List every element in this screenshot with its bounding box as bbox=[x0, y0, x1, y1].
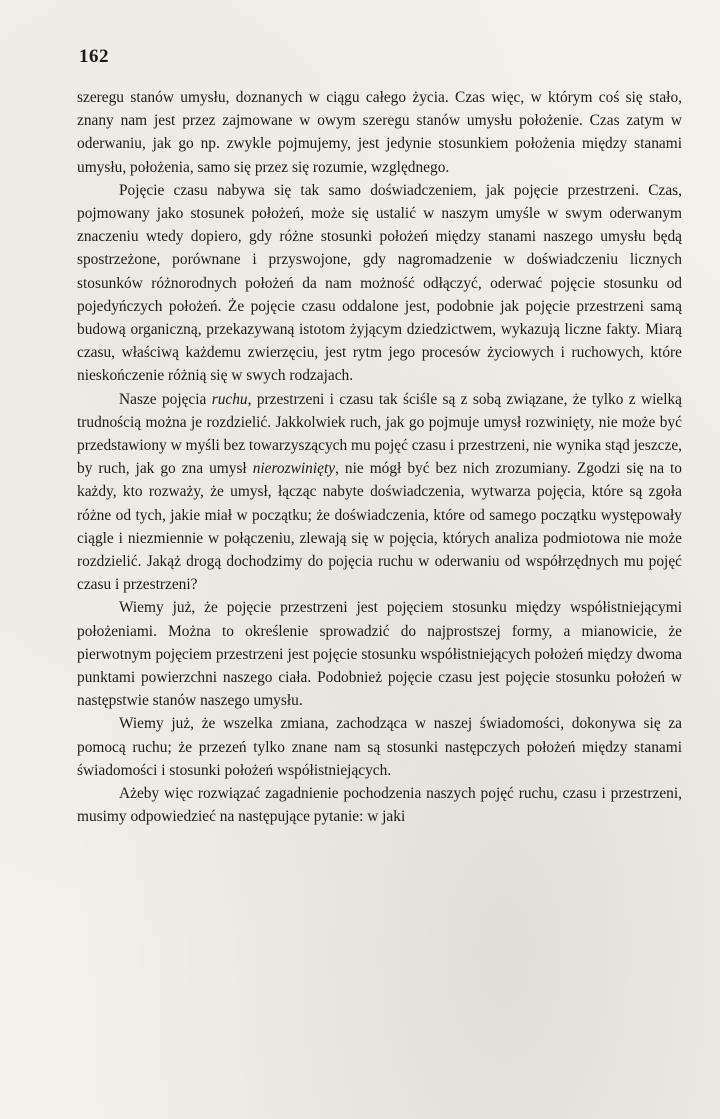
paragraph bbox=[77, 596, 682, 712]
paragraph-text: Wiemy już, że wszelka zmiana, zachodząca w naszej świadomości, dokonywa się za pomocą ruchu; że przezeń tylko znane nam są stosunki następczych położeń między stanami świadomości i stosunki położeń współistniejących. bbox=[77, 715, 682, 779]
paragraph-text: Wiemy już, że pojęcie przestrzeni jest pojęciem stosunku między współistniejącymi położeniami. Można to określenie sprowadzić do najprostszej formy, a mianowicie, że pierwotnym pojęciem przestrzeni jest pojęcie stosunku współistniejących położeń między dwoma punktami powierzchni naszego ciała. Podobnież pojęcie czasu jest pojęcie stosunku położeń w następstwie stanów naszego umysłu. bbox=[77, 599, 682, 710]
paragraph-text: Ażeby więc rozwiązać zagadnienie pochodzenia naszych pojęć ruchu, czasu i przestrzeni, musimy odpowiedzieć na następujące pytanie: w jaki bbox=[77, 785, 682, 826]
italic-text: nierozwinięty bbox=[252, 460, 336, 478]
paragraph bbox=[77, 179, 682, 388]
paragraph-text: szeregu stanów umysłu, doznanych w ciągu całego życia. Czas więc, w którym coś się stało, znany nam jest przez zajmowane w owym szeregu stanów umysłu położenie. Czas zatym w oderwaniu, jak go np. zwykle pojmujemy, jest jedynie stosunkiem położenia między stanami umysłu, położenia, samo się przez się rozumie, względnego. bbox=[77, 89, 682, 176]
paragraph bbox=[77, 86, 682, 179]
paragraph-text: Pojęcie czasu nabywa się tak samo doświadczeniem, jak pojęcie przestrzeni. Czas, pojmowany jako stosunek położeń, może się ustalić w naszym umyśle w swym oderwanym znaczeniu wtedy dopiero, gdy różne stosunki położeń między stanami naszego umysłu będą spostrzeżone, porównane i przyswojone, gdy nagromadzenie w doświadczeniu licznych stosunków różnorodnych położeń da nam możność odłączyć, oderwać pojęcie stosunku od pojedyńczych położeń. Że pojęcie czasu oddalone jest, podobnie jak pojęcie przestrzeni samą budową organiczną, przekazywaną istotom żyjącym dziedzictwem, wykazują liczne fakty. Miarą czasu, właściwą każdemu zwierzęciu, jest rytm jego procesów życiowych i ruchowych, które nieskończenie różnią się w swych rodzajach. bbox=[77, 181, 682, 385]
paragraph bbox=[77, 388, 682, 597]
paragraph-text: , nie mógł być bez nich zrozumiany. Zgodzi się na to każdy, kto rozważy, że umysł, łącząc nabyte doświadczenia, wytwarza pojęcia, które są zgoła różne od tych, jakie miał w początku; że doświadczenia, które od samego początku występowały ciągle i niezmiennie w połączeniu, zlewają się w pojęcia, których analiza podmiotowa nie może rozdzielić. Jakąż drogą dochodzimy do pojęcia ruchu w oderwaniu od współrzędnych mu pojęć czasu i przestrzeni? bbox=[77, 460, 682, 594]
paragraph bbox=[77, 712, 682, 782]
page-number: 162 bbox=[79, 46, 109, 67]
paragraph-text: Nasze pojęcia bbox=[119, 390, 212, 408]
italic-text: ruchu bbox=[211, 390, 248, 408]
body-text bbox=[77, 86, 682, 829]
paragraph bbox=[77, 782, 682, 828]
paragraph-text: , przestrzeni i czasu tak ściśle są z sobą związane, że tylko z wielką trudnością można je rozdzielić. Jakkolwiek ruch, jak go pojmuje umysł rozwinięty, nie może być przedstawiony w myśli bez towarzyszących mu pojęć czasu i przestrzeni, nie wynika stąd jeszcze, by ruch, jak go zna umysł bbox=[77, 390, 682, 478]
